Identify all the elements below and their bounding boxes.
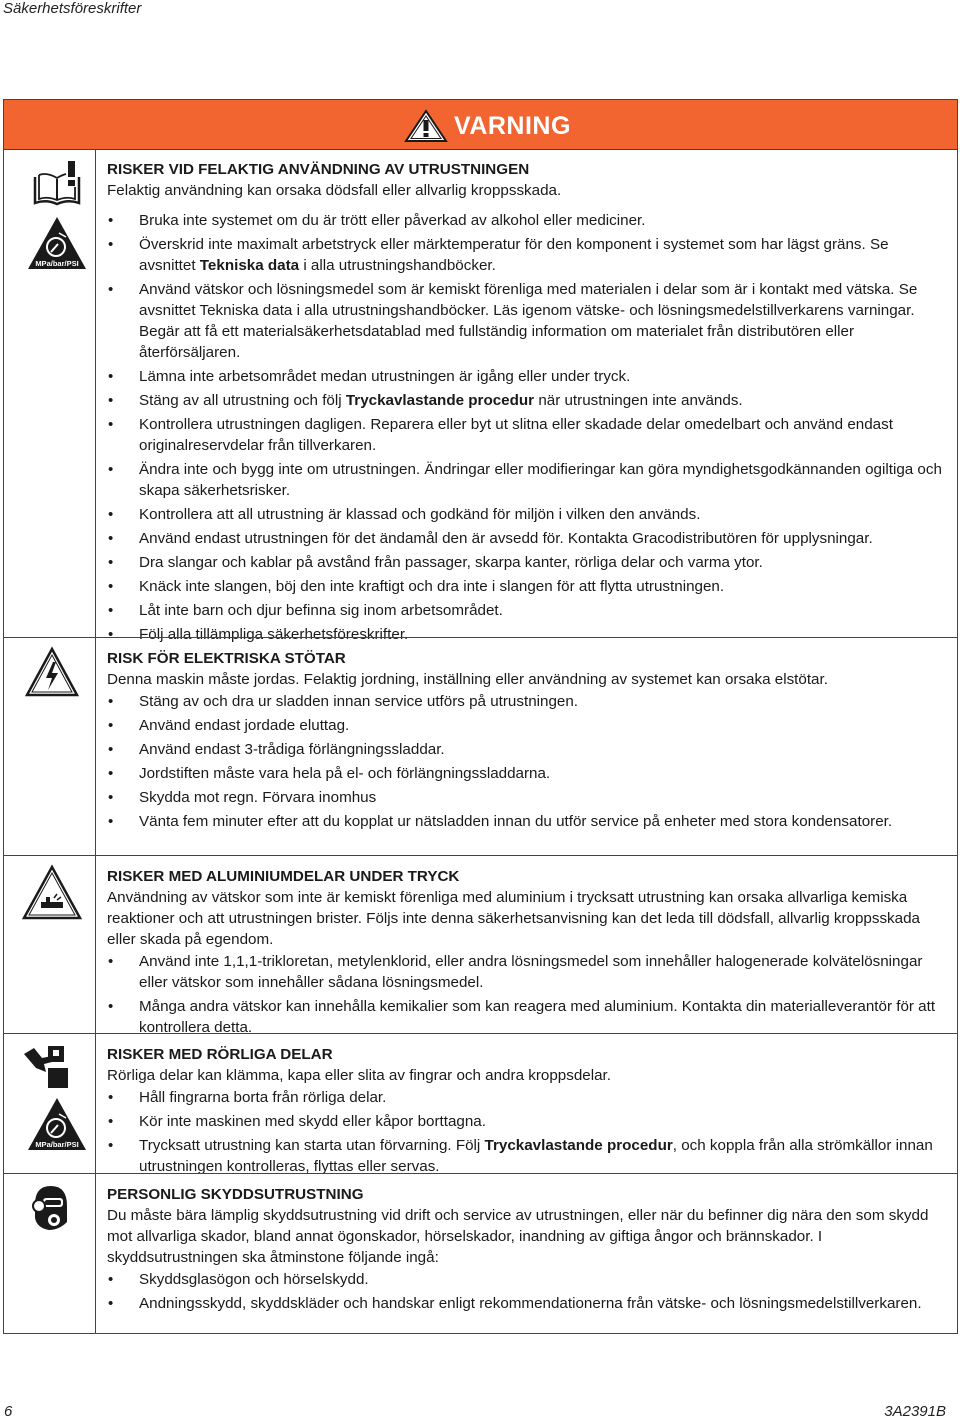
section-electric-shock [4,637,957,856]
list-item: • Vänta fem minuter efter att du kopplat ur nätsladden innan du utför service på enheter med stora kondensatorer. [107,811,945,832]
section-title: RISKER MED RÖRLIGA DELAR [107,1046,333,1063]
protective-gear-icon [27,1182,71,1232]
warning-table [3,99,958,1334]
section-intro: Du måste bära lämplig skyddsutrustning vid drift och service av utrustningen, eller när du befinner dig nära den som skydd mot allvarliga skador, bland annat ögonskador, hörselskador, inandning av giftiga ångor och brännskador. I skyddsutrustningen ska åtminstone följande ingå: [107,1207,929,1266]
section-title: RISKER VID FELAKTIG ANVÄNDNING AV UTRUSTNINGEN [107,161,530,178]
section-intro: Denna maskin måste jordas. Felaktig jordning, inställning eller användning av systemet kan orsaka elstötar. [107,671,828,688]
list-item: • Dra slangar och kablar på avstånd från passager, skarpa kanter, rörliga delar och varma ytor. [107,552,945,573]
warning-triangle-icon [404,109,448,143]
section-equipment-misuse [4,149,957,687]
list-item: • Stäng av och dra ur sladden innan service utförs på utrustningen. [107,691,945,712]
electric-shock-icon [24,646,80,698]
list-item: • Använd endast jordade eluttag. [107,715,945,736]
list-item: • Håll fingrarna borta från rörliga delar. [107,1087,945,1108]
section-moving-parts [4,1033,957,1174]
section-intro: Felaktig användning kan orsaka dödsfall eller allvarlig kroppsskada. [107,182,562,199]
page-number: 6 [4,1403,13,1420]
list-item: • Bruka inte systemet om du är trött eller påverkad av alkohol eller mediciner. [107,210,945,231]
list-item: • Använd vätskor och lösningsmedel som är kemiskt förenliga med materialen i delar som är i kontakt med vätska. Se avsnittet Tekniska data i alla utrustningshandböcker. Läs igenom vätske- och lösningsmedelstillverkarens varningar. Begär att få ett materialsäkerhetsdatablad med fullständig information om materialet från distributören eller återförsäljaren. [107,279,945,363]
section-title: RISKER MED ALUMINIUMDELAR UNDER TRYCK [107,868,460,885]
warning-banner [4,100,957,150]
page-header-title: Säkerhetsföreskrifter [3,0,142,17]
list-item: • Följ alla tillämpliga säkerhetsföreskrifter. [107,624,945,645]
list-item: • Stäng av all utrustning och följ Tryckavlastande procedur när utrustningen inte används. [107,390,945,411]
list-item: • Knäck inte slangen, böj den inte kraftigt och dra inte i slangen för att flytta utrustningen. [107,576,945,597]
pressure-hazard-icon [26,1096,88,1152]
list-item: • Överskrid inte maximalt arbetstryck eller märktemperatur för den komponent i systemet som har lägst gräns. Se avsnittet Tekniska data i alla utrustningshandböcker. [107,234,945,276]
section-protective-equipment [4,1173,957,1336]
list-item: • Kör inte maskinen med skydd eller kåpor borttagna. [107,1111,945,1132]
pressure-units-label: MPa/bar/PSI [35,259,79,268]
list-item: • Skydda mot regn. Förvara inomhus [107,787,945,808]
list-item: • Använd endast 3-trådiga förlängningssladdar. [107,739,945,760]
list-item: • Trycksatt utrustning kan starta utan förvarning. Följ Tryckavlastande procedur, och koppla från alla strömkällor innan utrustningen kontrolleras, flyttas eller servas. [107,1135,945,1177]
chemical-reaction-icon [21,864,83,922]
list-item: • Använd inte 1,1,1-trikloretan, metylenklorid, eller andra lösningsmedel som innehåller halogenerade kolvätelösningar eller vätskor som innehåller sådana lösningsmedel. [107,951,945,993]
list-item: • Använd endast utrustningen för det ändamål den är avsedd för. Kontakta Gracodistributören för upplysningar. [107,528,945,549]
section-title: RISK FÖR ELEKTRISKA STÖTAR [107,650,346,667]
section-pressurized-aluminium [4,855,957,1034]
list-item: • Andningsskydd, skyddskläder och handskar enligt rekommendationerna från vätske- och lösningsmedelstillverkaren. [107,1293,945,1314]
list-item: • Ändra inte och bygg inte om utrustningen. Ändringar eller modifieringar kan göra myndighetsgodkännanden ogiltiga och skapa säkerhetsrisker. [107,459,945,501]
list-item: • Många andra vätskor kan innehålla kemikalier som kan reagera med aluminium. Kontakta din materialleverantör för att kontrollera detta. [107,996,945,1038]
document-number: 3A2391B [884,1403,946,1420]
section-intro: Användning av vätskor som inte är kemiskt förenliga med aluminium i trycksatt utrustning kan orsaka allvarliga kemiska reaktioner och att utrustningen brister. Följs inte denna säkerhetsanvisning kan det leda till dödsfall, allvarlig kroppsskada eller skada på egendom. [107,889,920,948]
list-item: • Kontrollera att all utrustning är klassad och godkänd för miljön i vilken den används. [107,504,945,525]
pressure-units-label: MPa/bar/PSI [35,1140,79,1149]
list-item: • Jordstiften måste vara hela på el- och förlängningssladdarna. [107,763,945,784]
list-item: • Skyddsglasögon och hörselskydd. [107,1269,945,1290]
list-item: • Kontrollera utrustningen dagligen. Reparera eller byt ut slitna eller skadade delar omedelbart och använd endast originalreservdelar från tillverkaren. [107,414,945,456]
section-intro: Rörliga delar kan klämma, kapa eller slita av fingrar och andra kroppsdelar. [107,1067,611,1084]
pressure-hazard-icon [26,215,88,271]
read-manual-icon [31,157,83,209]
warning-banner-label: VARNING [454,111,571,140]
section-title: PERSONLIG SKYDDSUTRUSTNING [107,1186,364,1203]
moving-parts-hand-icon [22,1042,72,1090]
list-item: • Lämna inte arbetsområdet medan utrustningen är igång eller under tryck. [107,366,945,387]
list-item: • Låt inte barn och djur befinna sig inom arbetsområdet. [107,600,945,621]
